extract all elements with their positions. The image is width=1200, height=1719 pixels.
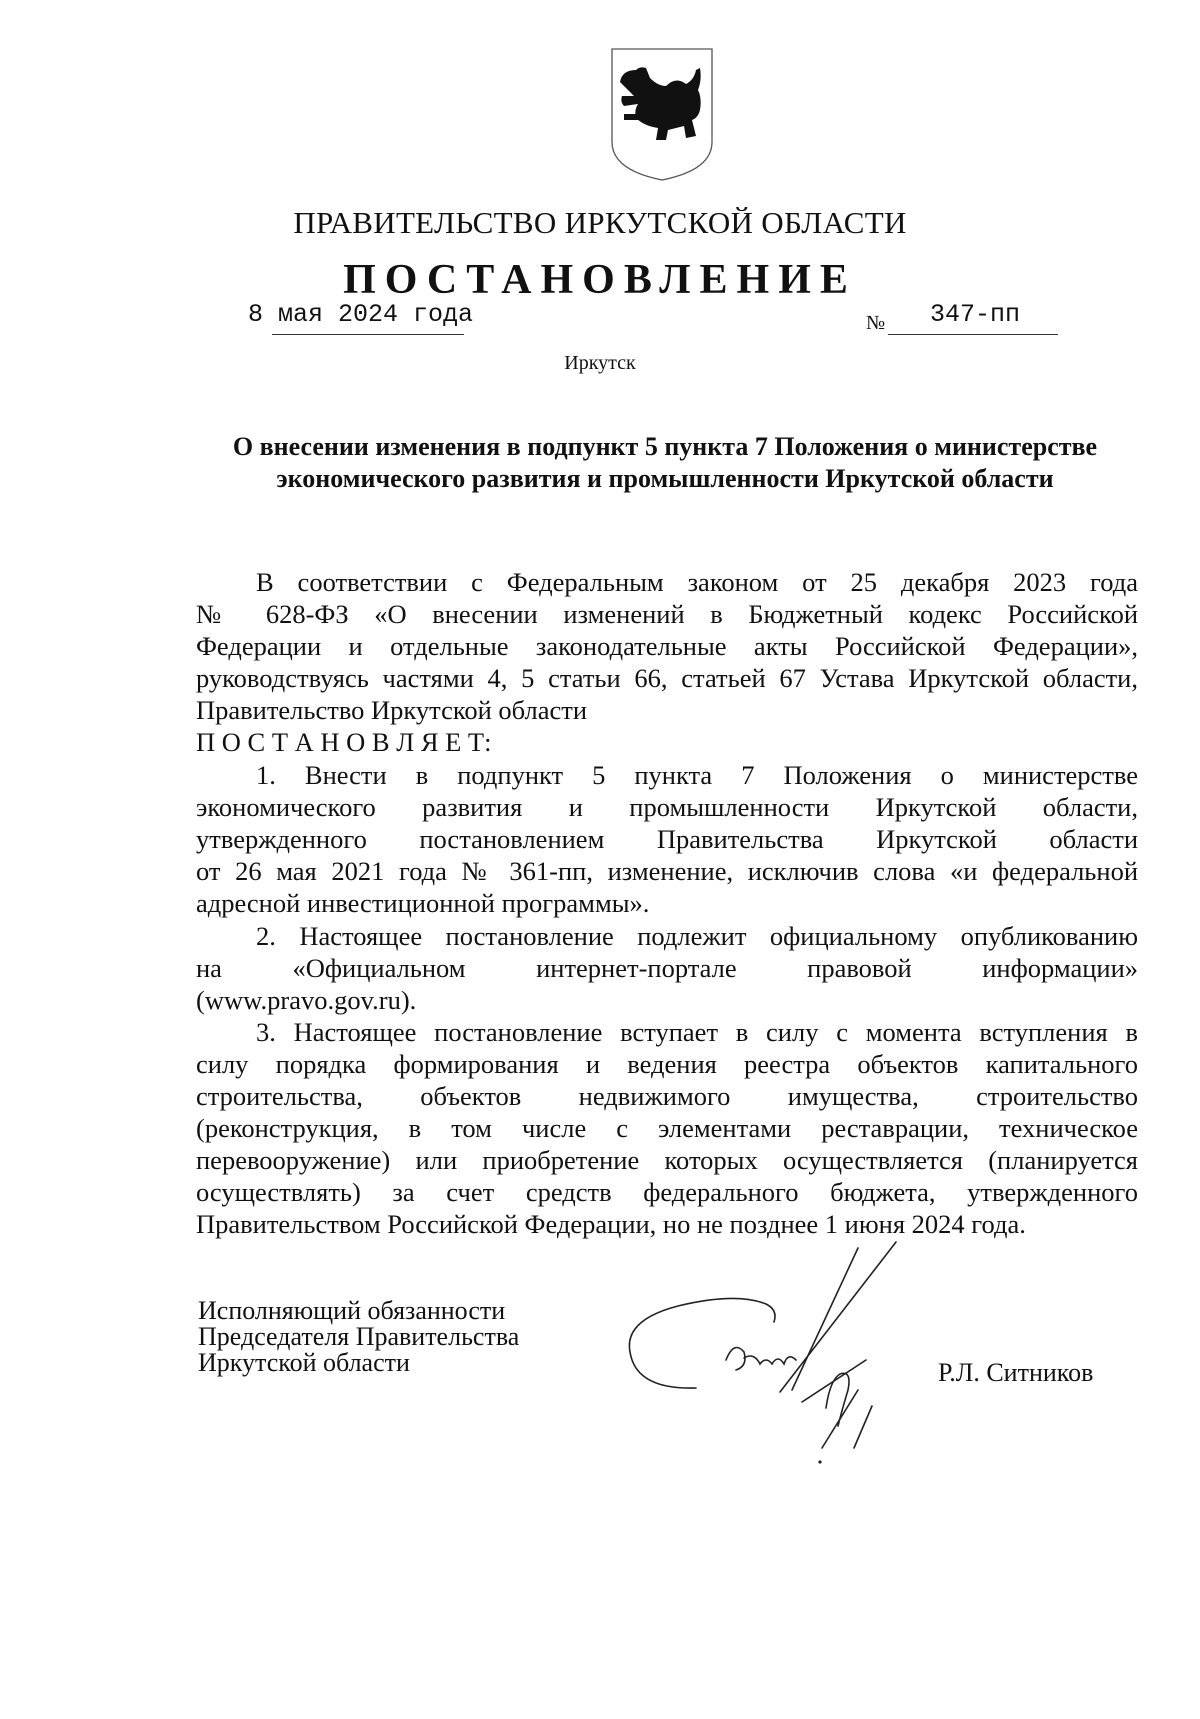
- signatory-position-line: Иркутской области: [198, 1348, 410, 1377]
- number-underline: [888, 334, 1058, 335]
- document-number: 347-пп: [930, 300, 1021, 329]
- body-line: от 26 мая 2021 года № 361-пп, изменение, исключив слова «и федеральной: [196, 856, 1138, 886]
- body-line: осуществлять) за счет средств федерального бюджета, утвержденного: [196, 1177, 1138, 1207]
- body-line: Федерации и отдельные законодательные акты Российской Федерации»,: [196, 631, 1138, 661]
- signatory-name: Р.Л. Ситников: [938, 1358, 1094, 1387]
- body-line: строительства, объектов недвижимого имущества, строительство: [196, 1081, 1138, 1111]
- body-line: утвержденного постановлением Правительства Иркутской области: [196, 824, 1138, 854]
- signatory-position-line: Председателя Правительства: [198, 1322, 520, 1351]
- body-line: адресной инвестиционной программы».: [196, 888, 650, 918]
- body-line: Правительство Иркутской области: [196, 695, 588, 725]
- body-line: 1. Внести в подпункт 5 пункта 7 Положения о министерстве: [256, 760, 1138, 790]
- date-underline: [272, 334, 464, 335]
- document-date: 8 мая 2024 года: [248, 300, 474, 329]
- document-heading: О внесении изменения в подпункт 5 пункта 7 Положения о министерстве экономического развития и промышленности Иркутской области: [232, 432, 1098, 493]
- body-line: (www.pravo.gov.ru).: [196, 985, 417, 1015]
- signatory-position-line: Исполняющий обязанности: [198, 1296, 506, 1325]
- document-type: ПОСТАНОВЛЕНИЕ: [343, 257, 857, 303]
- body-line: 2. Настоящее постановление подлежит официальному опубликованию: [256, 921, 1138, 951]
- body-line: силу порядка формирования и ведения реестра объектов капитального: [196, 1049, 1138, 1079]
- body-line: (реконструкция, в том числе с элементами реставрации, техническое: [196, 1113, 1138, 1143]
- government-title: ПРАВИТЕЛЬСТВО ИРКУТСКОЙ ОБЛАСТИ: [293, 205, 907, 240]
- body-line: Правительством Российской Федерации, но не позднее 1 июня 2024 года.: [196, 1209, 1026, 1239]
- coat-of-arms-icon: [606, 46, 718, 184]
- body-line: В соответствии с Федеральным законом от 25 декабря 2023 года: [256, 567, 1138, 597]
- decree-word: П О С Т А Н О В Л Я Е Т:: [196, 727, 492, 757]
- body-line: перевооружение) или приобретение которых осуществляется (планируется: [196, 1145, 1138, 1175]
- signature: [626, 1240, 916, 1470]
- body-line: № 628-ФЗ «О внесении изменений в Бюджетный кодекс Российской: [196, 599, 1138, 629]
- city: Иркутск: [564, 352, 636, 374]
- body-line: руководствуясь частями 4, 5 статьи 66, статьей 67 Устава Иркутской области,: [196, 663, 1138, 693]
- body-line: на «Официальном интернет-портале правовой информации»: [196, 953, 1138, 983]
- body-line: экономического развития и промышленности Иркутской области,: [196, 792, 1138, 822]
- body-line: 3. Настоящее постановление вступает в силу с момента вступления в: [256, 1017, 1138, 1047]
- number-sign: №: [866, 312, 886, 334]
